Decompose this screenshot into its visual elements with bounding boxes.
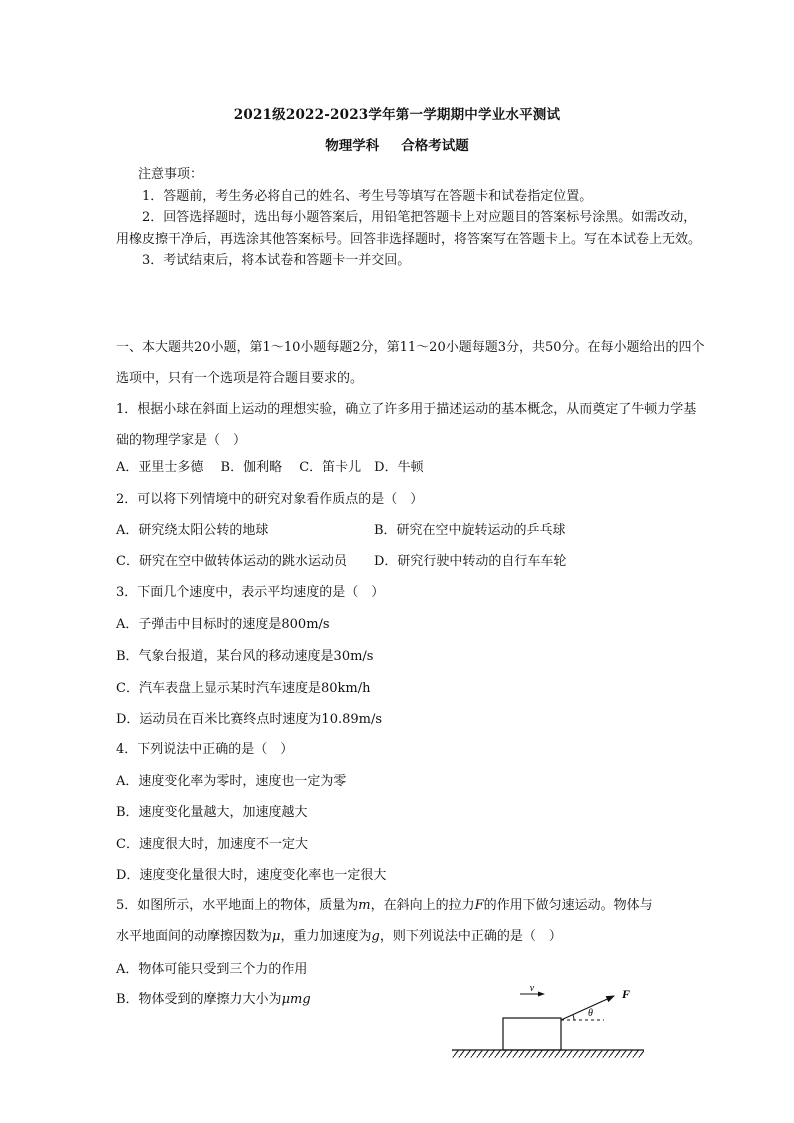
q5-text: 5．如图所示，水平地面上的物体，质量为 [116, 898, 359, 913]
q5-option-b-text: B．物体受到的摩擦力大小为 [116, 992, 282, 1007]
question-3-option-d: D．运动员在百米比赛终点时速度为10.89m/s [116, 712, 383, 727]
friction-formula: μmg [281, 992, 311, 1007]
question-3-option-b: B．气象台报道，某台风的移动速度是30m/s [116, 649, 374, 664]
force-label: F [622, 987, 631, 1001]
question-2-option-b: B．研究在空中旋转运动的乒乓球 [374, 523, 566, 538]
mass-symbol: m [358, 898, 371, 913]
velocity-label: v [529, 984, 535, 994]
force-symbol: F [474, 898, 484, 913]
section-intro: 一、本大题共20小题，第1～10小题每题2分，第11～20小题每题3分，共50分。在每小题给出的四个选项中，只有一个选项是符合题目要求的。 [116, 340, 705, 386]
question-4-option-d: D．速度变化量很大时，速度变化率也一定很大 [116, 868, 387, 883]
question-2-option-a: A．研究绕太阳公转的地球 [116, 523, 269, 538]
question-4-option-c: C．速度很大时，加速度不一定大 [116, 837, 308, 852]
question-3-option-a: A．子弹击中目标时的速度是800m/s [116, 617, 330, 632]
question-1-options: A．亚里士多德 B．伽利略 C．笛卡儿 D．牛顿 [116, 460, 424, 475]
question-5-option-b [116, 988, 311, 1007]
notes-block [116, 164, 706, 272]
exam-title: 2021级2022-2023学年第一学期期中学业水平测试 [233, 107, 561, 123]
question-5-stem-line-1 [116, 894, 653, 913]
ground-hatch [452, 1051, 644, 1058]
question-4-option-b: B．速度变化量越大，加速度越大 [116, 805, 308, 820]
question-2-stem: 2．可以将下列情境中的研究对象看作质点的是（ ） [116, 492, 424, 507]
note-item-3: 3．考试结束后，将本试卷和答题卡一并交回。 [142, 253, 411, 268]
exam-type-label: 合格考试题 [401, 138, 469, 154]
question-2-option-c: C．研究在空中做转体运动的跳水运动员 [116, 554, 347, 569]
q5-text: ，则下列说法中正确的是（ ） [379, 929, 562, 944]
theta-label: θ [588, 1008, 593, 1019]
subject-label: 物理学科 [325, 138, 380, 154]
angle-arc [573, 1015, 574, 1020]
notes-heading: 注意事项： [138, 167, 204, 182]
q5-text: ，重力加速度为 [280, 929, 372, 944]
question-2-option-d: D．研究行驶中转动的自行车车轮 [374, 554, 567, 569]
q5-text: 的作用下做匀速运动。物体与 [483, 898, 653, 913]
gravity-symbol: g [371, 929, 380, 944]
q5-text: ，在斜向上的拉力 [370, 898, 475, 913]
question-5-option-a: A．物体可能只受到三个力的作用 [116, 962, 308, 977]
q5-text: 水平地面间的动摩擦因数为 [116, 929, 273, 944]
exam-subtitle [0, 134, 794, 154]
question-3-option-c: C．汽车表盘上显示某时汽车速度是80km/h [116, 681, 371, 696]
question-5-stem-line-2 [116, 925, 562, 944]
question-1-stem: 1．根据小球在斜面上运动的理想实验，确立了许多用于描述运动的基本概念，从而奠定了牛顿力学基础的物理学家是（ ） [116, 402, 697, 448]
question-4-stem: 4．下列说法中正确的是（ ） [116, 742, 294, 757]
note-item-1: 1．答题前，考生务必将自己的姓名、考生号等填写在答题卡和试卷指定位置。 [142, 188, 593, 204]
question-3-stem: 3．下面几个速度中，表示平均速度的是（ ） [116, 585, 385, 600]
mu-symbol: μ [272, 929, 281, 944]
question-4-option-a: A．速度变化率为零时，速度也一定为零 [116, 774, 347, 789]
block-force-diagram [448, 984, 648, 1062]
note-item-2: 2．回答选择题时，选出每小题答案后，用铅笔把答题卡上对应题目的答案标号涂黑。如需改动，用橡皮擦干净后，再选涂其他答案标号。回答非选择题时，将答案写在答题卡上。写在本试卷上无效。 [116, 210, 702, 247]
block [503, 1018, 561, 1050]
